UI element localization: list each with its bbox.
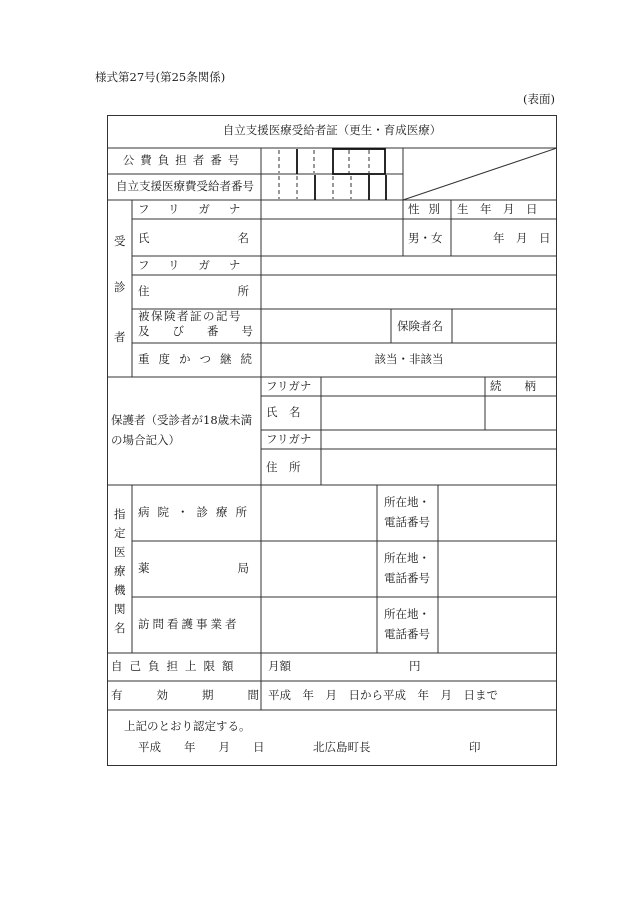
hospital-location-label-2: 電話番号 bbox=[384, 515, 430, 529]
nursing-location-label-1: 所在地・ bbox=[384, 607, 430, 621]
patient-group-char-2: 診 bbox=[114, 280, 126, 294]
sex-value: 男・女 bbox=[408, 231, 443, 245]
facility-group-char-2: 定 bbox=[114, 526, 126, 540]
nursing-location-label-2: 電話番号 bbox=[384, 627, 430, 641]
guardian-furigana-label-2: フリガナ bbox=[266, 432, 312, 446]
facility-group-char-3: 医 bbox=[114, 545, 126, 559]
form-code: 様式第27号(第25条関係) bbox=[95, 70, 226, 84]
guardian-relation-label: 続 柄 bbox=[490, 379, 536, 393]
payer-number-label: 公費負担者番号 bbox=[122, 153, 246, 167]
limit-yen: 円 bbox=[409, 659, 421, 673]
guardian-label-1: 保護者（受診者が18歳未満 bbox=[111, 413, 253, 427]
limit-monthly: 月額 bbox=[268, 659, 291, 673]
validity-value: 平成 年 月 日から平成 年 月 日まで bbox=[268, 688, 498, 702]
patient-address-label: 住所 bbox=[138, 284, 337, 298]
severe-value: 該当・非該当 bbox=[374, 352, 444, 366]
severe-label: 重度かつ継続 bbox=[138, 352, 261, 366]
patient-group-char-3: 者 bbox=[114, 330, 126, 344]
certification-date: 平成 年 月 日 bbox=[138, 740, 265, 754]
patient-group-char-1: 受 bbox=[114, 234, 126, 248]
pharmacy-location-label-1: 所在地・ bbox=[384, 551, 430, 565]
facility-group-char-6: 関 bbox=[114, 602, 126, 616]
insurance-label-1: 被保険者証の記号 bbox=[138, 309, 242, 323]
side-label: (表面) bbox=[523, 92, 555, 106]
validity-label: 有効期間 bbox=[111, 688, 293, 702]
facility-group-char-5: 機 bbox=[114, 583, 126, 597]
certificate-frame bbox=[107, 115, 557, 766]
insurance-label-2: 及び番号 bbox=[138, 324, 276, 338]
birthdate-value: 年 月 日 bbox=[493, 231, 551, 245]
facility-group-char-1: 指 bbox=[114, 507, 126, 521]
facility-group-char-7: 名 bbox=[114, 621, 126, 635]
certification-seal: 印 bbox=[469, 740, 481, 754]
facility-group-char-4: 療 bbox=[114, 564, 126, 578]
guardian-address-label: 住 所 bbox=[266, 460, 301, 474]
guardian-furigana-label: フリガナ bbox=[266, 379, 312, 393]
limit-label: 自己負担上限額 bbox=[111, 659, 241, 673]
pharmacy-location-label-2: 電話番号 bbox=[384, 571, 430, 585]
sex-label: 性別 bbox=[408, 202, 449, 216]
certificate-title: 自立支援医療受給者証（更生・育成医療） bbox=[222, 123, 442, 137]
guardian-label-2: の場合記入） bbox=[111, 433, 180, 447]
birthdate-label: 生 年 月 日 bbox=[457, 202, 538, 216]
hospital-label: 病院・診療所 bbox=[138, 505, 255, 519]
patient-furigana-label: フリガナ bbox=[138, 202, 260, 216]
guardian-name-label: 氏 名 bbox=[266, 405, 301, 419]
patient-name-label: 氏名 bbox=[138, 231, 337, 245]
certification-issuer: 北広島町長 bbox=[313, 740, 371, 754]
insurer-label: 保険者名 bbox=[397, 319, 443, 333]
hospital-location-label-1: 所在地・ bbox=[384, 495, 430, 509]
recipient-number-label: 自立支援医療費受給者番号 bbox=[116, 179, 254, 193]
pharmacy-label: 薬局 bbox=[138, 561, 337, 575]
patient-furigana-label-2: フリガナ bbox=[138, 258, 260, 272]
nursing-label: 訪問看護事業者 bbox=[138, 617, 240, 631]
certification-statement: 上記のとおり認定する。 bbox=[124, 719, 251, 733]
